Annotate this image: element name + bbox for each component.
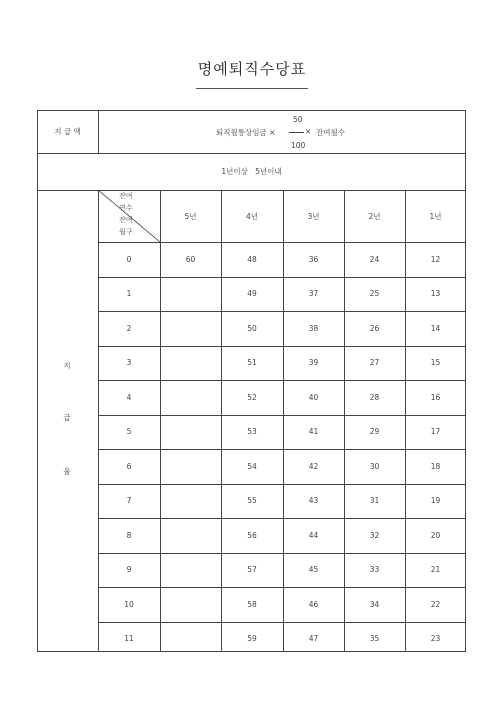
rate-value-cell: 25 xyxy=(369,289,380,299)
rate-value-cell: 54 xyxy=(247,461,257,471)
rate-value-cell xyxy=(160,622,221,657)
rate-value-cell: 24 xyxy=(369,254,380,264)
side-label-char: 지 xyxy=(63,361,71,370)
page-title: 명예퇴직수당표 xyxy=(197,60,307,78)
formula-numerator: 50 xyxy=(293,115,303,124)
rate-value-cell: 42 xyxy=(308,461,319,471)
rate-value-cell: 47 xyxy=(308,634,319,644)
formula-base: 퇴직월통상임금 × xyxy=(216,128,276,137)
rate-value-cell: 14 xyxy=(430,323,441,333)
formula-suffix: 잔여월수 xyxy=(316,128,345,137)
remaining-months-cell: 7 xyxy=(126,496,132,506)
rate-value-cell: 59 xyxy=(247,634,257,644)
remaining-months-cell: 3 xyxy=(126,358,132,368)
rate-value-cell: 22 xyxy=(430,599,441,609)
table-border-left xyxy=(37,110,38,652)
corner-bottom-line: 잔여 xyxy=(119,216,133,224)
rate-value-cell: 49 xyxy=(247,289,257,299)
rate-value-cell: 15 xyxy=(430,358,441,368)
rate-value-cell: 38 xyxy=(308,323,319,333)
rate-value-cell: 57 xyxy=(247,565,257,575)
rate-value-cell: 40 xyxy=(308,392,319,402)
rate-value-cell: 53 xyxy=(247,427,257,437)
rate-value-cell xyxy=(160,484,221,519)
rate-value-cell: 13 xyxy=(430,289,441,299)
rate-value-cell: 21 xyxy=(430,565,441,575)
formula-fraction-bar xyxy=(289,132,304,133)
rate-value-cell: 51 xyxy=(247,358,257,368)
column-header-years: 2년 xyxy=(368,211,381,221)
rate-value-cell: 56 xyxy=(247,530,257,540)
rate-value-cell xyxy=(160,518,221,553)
rate-value-cell: 45 xyxy=(308,565,319,575)
column-header-years: 3년 xyxy=(307,211,320,221)
rate-value-cell: 17 xyxy=(430,427,441,437)
rate-value-cell xyxy=(160,449,221,484)
period-range-label: 1년이상 5년이내 xyxy=(221,167,282,176)
remaining-months-cell: 4 xyxy=(126,392,132,402)
rate-value-cell: 30 xyxy=(369,461,380,471)
side-label-char: 급 xyxy=(63,413,71,422)
side-label-char: 율 xyxy=(63,467,71,476)
rate-value-cell: 33 xyxy=(369,565,380,575)
rate-value-cell xyxy=(160,311,221,346)
rate-value-cell: 55 xyxy=(247,496,257,506)
rate-value-cell: 34 xyxy=(369,599,380,609)
corner-top-line: 잔여 xyxy=(119,192,133,200)
remaining-months-cell: 8 xyxy=(126,530,132,540)
remaining-months-cell: 5 xyxy=(126,427,132,437)
rate-value-cell: 41 xyxy=(308,427,319,437)
rate-value-cell xyxy=(160,415,221,450)
remaining-months-cell: 0 xyxy=(126,254,132,264)
rate-value-cell: 44 xyxy=(308,530,319,540)
rate-value-cell: 28 xyxy=(369,392,380,402)
rate-value-cell: 43 xyxy=(308,496,319,506)
formula-times: × xyxy=(305,127,312,136)
corner-top-line: 연수 xyxy=(119,204,133,212)
rate-value-cell: 23 xyxy=(430,634,441,644)
remaining-months-cell: 9 xyxy=(126,565,132,575)
rate-value-cell: 48 xyxy=(247,254,257,264)
formula-label-divider xyxy=(98,110,99,153)
rate-value-cell: 60 xyxy=(185,254,196,264)
rate-value-cell: 20 xyxy=(430,530,441,540)
corner-header-remaining-months xyxy=(119,214,133,238)
rate-value-cell: 35 xyxy=(369,634,380,644)
rate-value-cell: 26 xyxy=(369,323,380,333)
rate-value-cell: 52 xyxy=(247,392,257,402)
rate-value-cell: 31 xyxy=(369,496,380,506)
rate-value-cell: 16 xyxy=(430,392,441,402)
title-underline xyxy=(196,88,308,89)
remaining-months-cell: 10 xyxy=(124,599,134,609)
rate-value-cell xyxy=(160,553,221,588)
rate-value-cell: 58 xyxy=(247,599,257,609)
corner-bottom-line: 월구 xyxy=(119,228,133,236)
rate-value-cell xyxy=(160,346,221,381)
rate-value-cell: 37 xyxy=(308,289,319,299)
rate-value-cell: 39 xyxy=(308,358,319,368)
payment-amount-label: 지 급 액 xyxy=(54,127,81,136)
rate-value-cell: 36 xyxy=(308,254,319,264)
rate-value-cell: 32 xyxy=(369,530,380,540)
rate-value-cell xyxy=(160,587,221,622)
rate-value-cell: 18 xyxy=(430,461,441,471)
rate-value-cell: 19 xyxy=(430,496,441,506)
column-header-years: 5년 xyxy=(184,211,197,221)
remaining-months-cell: 2 xyxy=(126,323,132,333)
formula-denominator: 100 xyxy=(291,141,306,150)
column-header-years: 4년 xyxy=(245,211,259,221)
remaining-months-cell: 1 xyxy=(126,289,132,299)
remaining-months-cell: 6 xyxy=(126,461,132,471)
rate-value-cell: 46 xyxy=(308,599,319,609)
rate-value-cell xyxy=(160,380,221,415)
rate-value-cell: 12 xyxy=(430,254,441,264)
retirement-allowance-table xyxy=(37,110,466,652)
rate-value-cell xyxy=(160,277,221,312)
table-border-top xyxy=(37,110,466,111)
remaining-months-cell: 11 xyxy=(124,634,134,644)
rate-value-cell: 29 xyxy=(369,427,380,437)
rate-value-cell: 27 xyxy=(369,358,380,368)
corner-header-remaining-years xyxy=(119,190,133,214)
rate-value-cell: 50 xyxy=(247,323,257,333)
column-header-years: 1년 xyxy=(429,211,442,221)
